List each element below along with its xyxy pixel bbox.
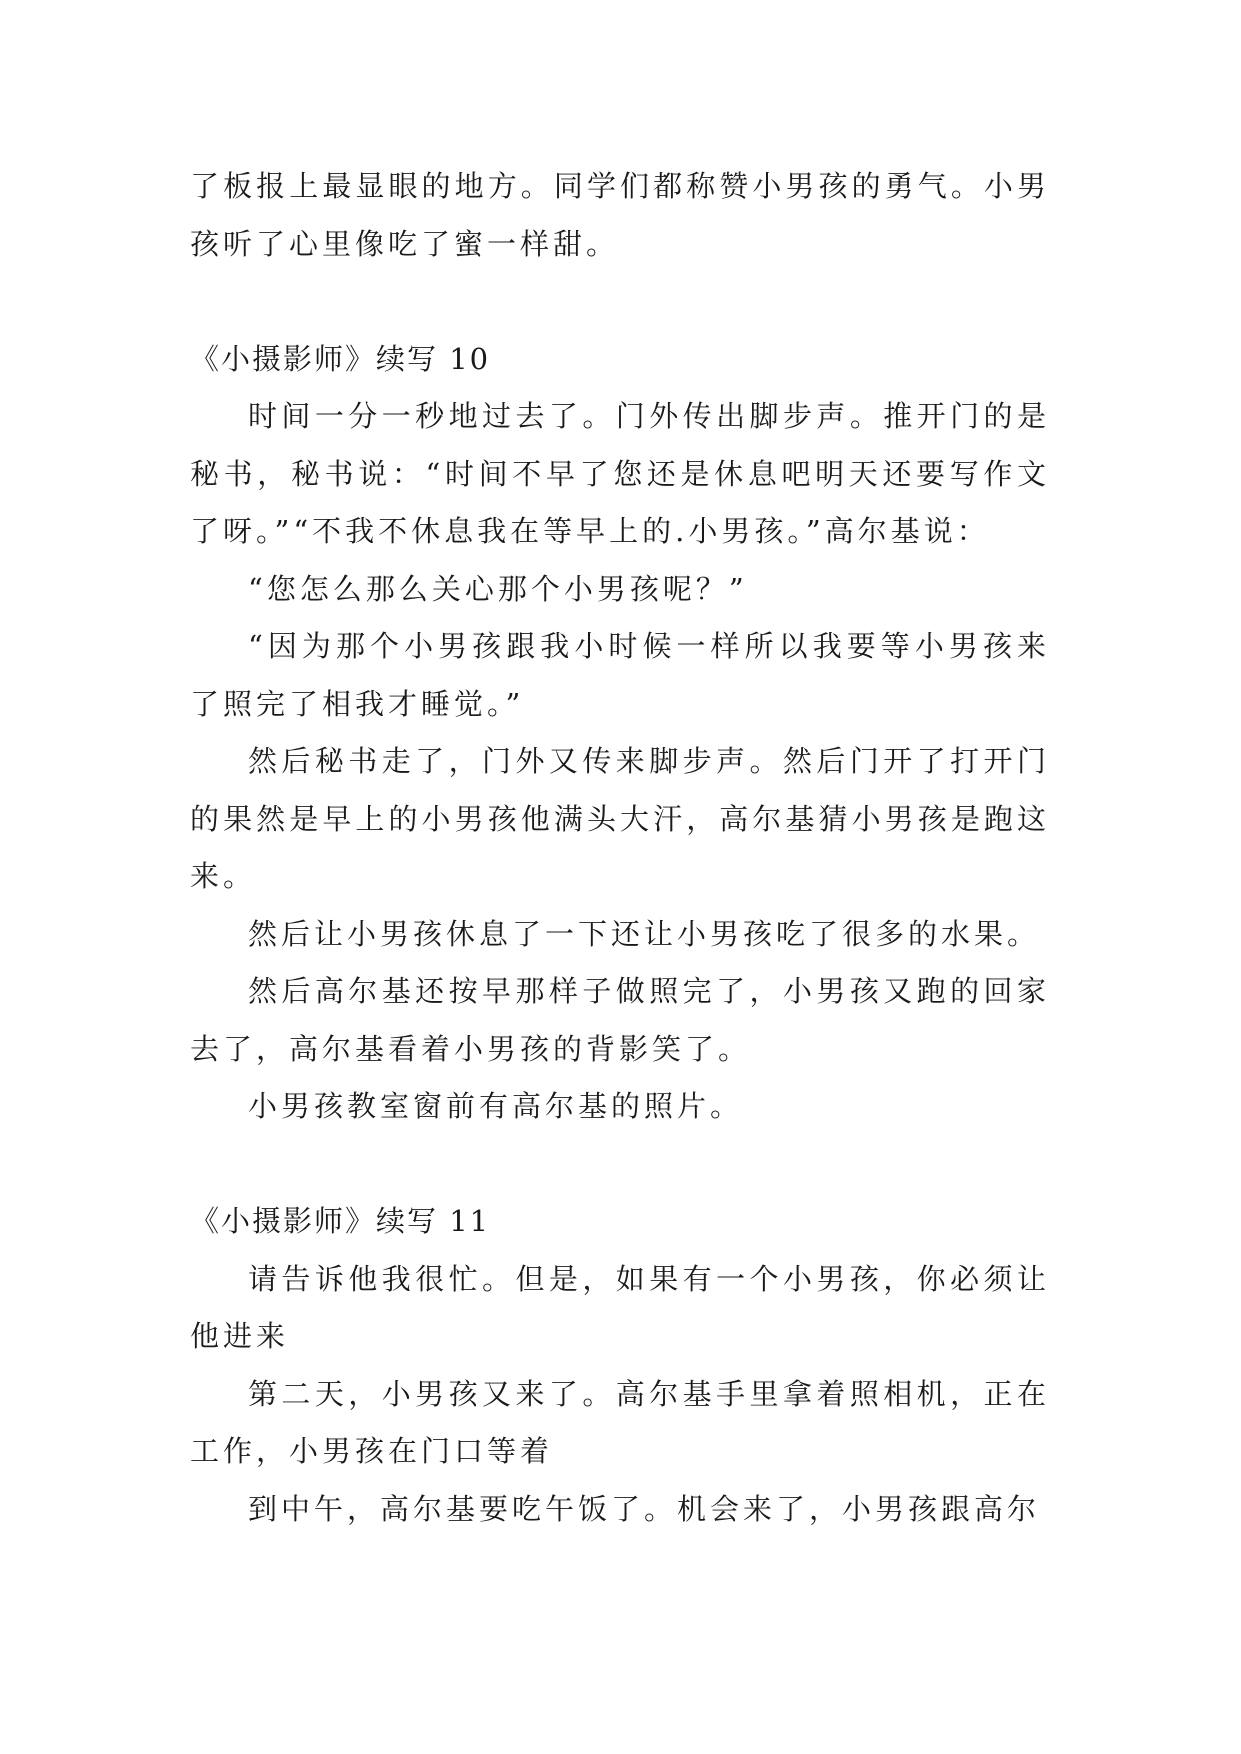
paragraph: 时间一分一秒地过去了。门外传出脚步声。推开门的是秘书，秘书说：“时间不早了您还是休息吧明天还要写作文了呀。”“不我不休息我在等早上的.小男孩。”高尔基说：	[190, 399, 1050, 548]
paragraph: 请告诉他我很忙。但是，如果有一个小男孩，你必须让他进来	[190, 1261, 1050, 1353]
paragraph: “因为那个小男孩跟我小时候一样所以我要等小男孩来了照完了相我才睡觉。”	[190, 629, 1050, 721]
paragraph: 第二天，小男孩又来了。高尔基手里拿着照相机，正在工作，小男孩在门口等着	[190, 1376, 1050, 1468]
section-gap	[190, 1136, 1050, 1194]
paragraph: 然后秘书走了，门外又传来脚步声。然后门开了打开门的果然是早上的小男孩他满头大汗，高尔基猜小男孩是跑这来。	[190, 744, 1050, 893]
paragraph: 小男孩教室窗前有高尔基的照片。	[248, 1089, 744, 1123]
document-body	[190, 158, 1050, 1538]
paragraph: “您怎么那么关心那个小男孩呢？”	[248, 571, 748, 606]
paragraph: 到中午，高尔基要吃午饭了。机会来了，小男孩跟高尔	[248, 1491, 1041, 1526]
section-gap	[190, 273, 1050, 331]
paragraph: 然后让小男孩休息了一下还让小男孩吃了很多的水果。	[248, 916, 1041, 951]
section-title-11: 《小摄影师》续写 11	[190, 1204, 491, 1238]
paragraph: 然后高尔基还按早那样子做照完了，小男孩又跑的回家去了，高尔基看着小男孩的背影笑了。	[190, 974, 1050, 1066]
paragraph-continued: 了板报上最显眼的地方。同学们都称赞小男孩的勇气。小男孩听了心里像吃了蜜一样甜。	[190, 169, 1050, 261]
section-title-10: 《小摄影师》续写 10	[190, 341, 491, 376]
